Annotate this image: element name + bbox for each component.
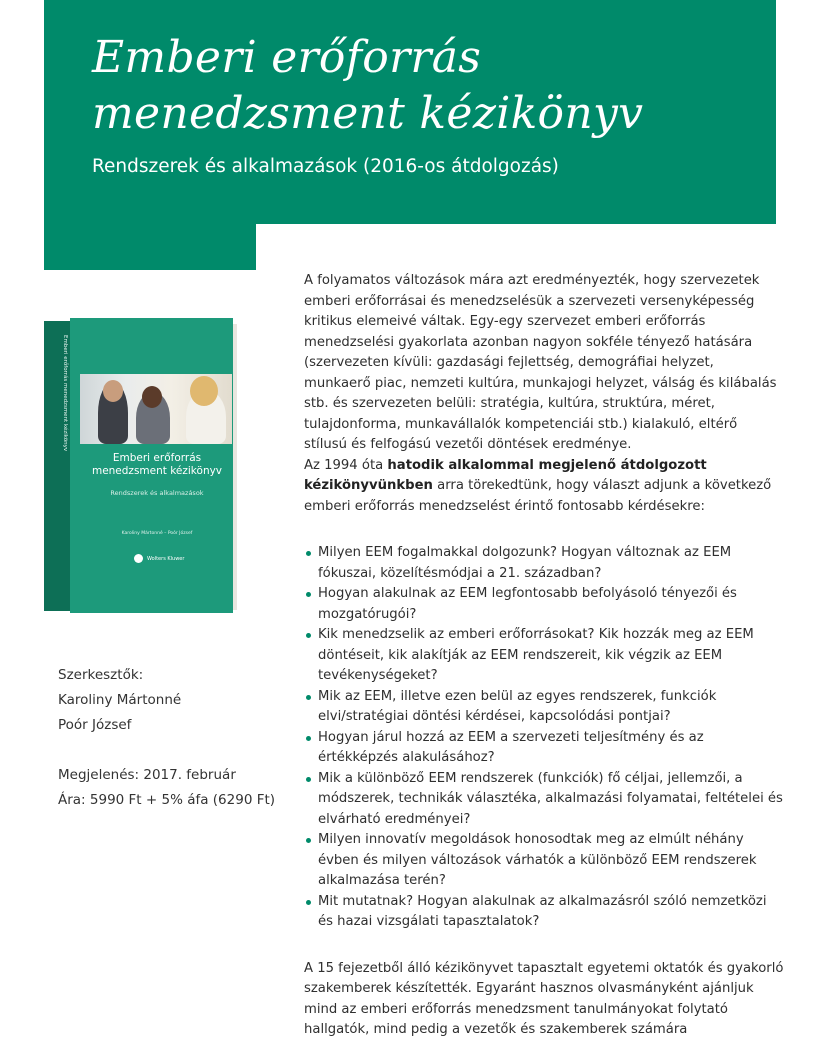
page-title — [92, 30, 643, 142]
header-banner — [44, 0, 776, 224]
list-item: Kik menedzselik az emberi erőforrásokat? Kik hozzák meg az EEM döntéseit, kik alakítják az EEM rendszereit, kik végzik az EEM tevékenységeket? — [304, 625, 784, 687]
book-meta — [58, 663, 275, 813]
closing-paragraph: A 15 fejezetből álló kézikönyvet tapasztalt egyetemi oktatók és gyakorló szakemberek készítették. Egyaránt hasznos olvasmányként ajánljuk mind az emberi erőforrás menedzsment tanulmányokat folytató hallgatók, mind pedig a vezetők és szakemberek számára — [304, 960, 784, 1037]
list-item: Mik az EEM, illetve ezen belül az egyes rendszerek, funkciók elvi/stratégiai döntési kérdései, kapcsolódási pontjai? — [304, 687, 784, 728]
since-bold: hatodik alkalommal megjelenő átdolgozott kézikönyvünkben — [304, 457, 707, 493]
price: Ára: 5990 Ft + 5% áfa (6290 Ft) — [58, 792, 276, 808]
person-head — [142, 386, 162, 408]
book-title-line-1: Emberi erőforrás — [112, 452, 202, 464]
person-head — [103, 380, 123, 402]
person-head — [190, 376, 218, 406]
book-title-line-2: menedzsment kézikönyv — [91, 465, 223, 477]
list-item: Milyen EEM fogalmakkal dolgozunk? Hogyan változnak az EEM fókuszai, közelítésmódjai a 21. században? — [304, 543, 784, 584]
book-cover-editors: Karoliny Mártonné – Poór József — [121, 531, 193, 536]
publisher-name: Wolters Kluwer — [147, 555, 185, 562]
intro-paragraph: A folyamatos változások mára azt eredményezték, hogy szervezetek emberi erőforrásai és menedzselésük a szervezeti versenyképesség kritikus elemeivé váltak. Egy-egy szervezet emberi erőforrás menedzselési gyakorlata azonban nagyon sokféle tényező hatására (szervezeten kívüli: gazdasági fejlettség, demográfiai helyzet, munkaerő piac, nemzeti kultúra, munkajogi helyzet, válság és kilábalás stb. és szervezeten belüli: stratégia, kultúra, struktúra, méret, tulajdonforma, munkavállalók kompetenciái stb.) kialakuló, eltérő stílusú és felfogású vezetői döntések eredménye. — [304, 273, 777, 452]
editor-name: Karoliny Mártonné — [58, 692, 182, 708]
header-extension — [44, 224, 256, 270]
book-cover-image — [44, 318, 237, 613]
title-line-2: menedzsment kézikönyv — [92, 88, 644, 139]
book-page-edge — [233, 324, 237, 610]
list-item: Milyen innovatív megoldások honosodtak meg az elmúlt néhány évben és milyen változások várhatók a különböző EEM rendszerek alkalmazása terén? — [304, 830, 784, 892]
list-item: Hogyan járul hozzá az EEM a szervezeti teljesítmény és az értékképzés alakulásához? — [304, 728, 784, 769]
release-date: Megjelenés: 2017. február — [58, 767, 236, 783]
book-spine-text: Emberi erőforrás menedzsment kézikönyv — [62, 335, 68, 452]
since-text-end: arra törekedtünk, hogy választ adjunk a következő emberi erőforrás menedzselést érintő fontosabb kérdésekre: — [304, 478, 772, 514]
editor-name: Poór József — [58, 717, 132, 733]
book-front-cover — [70, 318, 233, 613]
question-list — [304, 543, 784, 933]
title-line-1: Emberi erőforrás — [92, 32, 482, 83]
publisher-logo — [84, 554, 234, 563]
list-item: Mit mutatnak? Hogyan alakulnak az alkalmazásról szóló nemzetközi és hazai vizsgálati tapasztalatok? — [304, 892, 784, 933]
editors-label: Szerkesztők: — [58, 667, 144, 683]
book-spine — [44, 321, 70, 611]
since-text: Az 1994 óta — [304, 457, 388, 473]
cover-photo — [80, 374, 232, 444]
since-paragraph — [304, 456, 784, 518]
main-text — [304, 271, 784, 1041]
publisher-logo-icon — [134, 554, 143, 563]
list-item: Mik a különböző EEM rendszerek (funkciók) fő céljai, jellemzői, a módszerek, technikák választéka, alkalmazási folyamatai, feltételei és elvárható eredményei? — [304, 769, 784, 831]
list-item: Hogyan alakulnak az EEM legfontosabb befolyásoló tényezői és mozgatórugói? — [304, 584, 784, 625]
page-subtitle: Rendszerek és alkalmazások (2016-os átdolgozás) — [92, 156, 559, 177]
book-cover-title — [82, 452, 232, 478]
book-cover-subtitle: Rendszerek és alkalmazások — [110, 489, 204, 497]
